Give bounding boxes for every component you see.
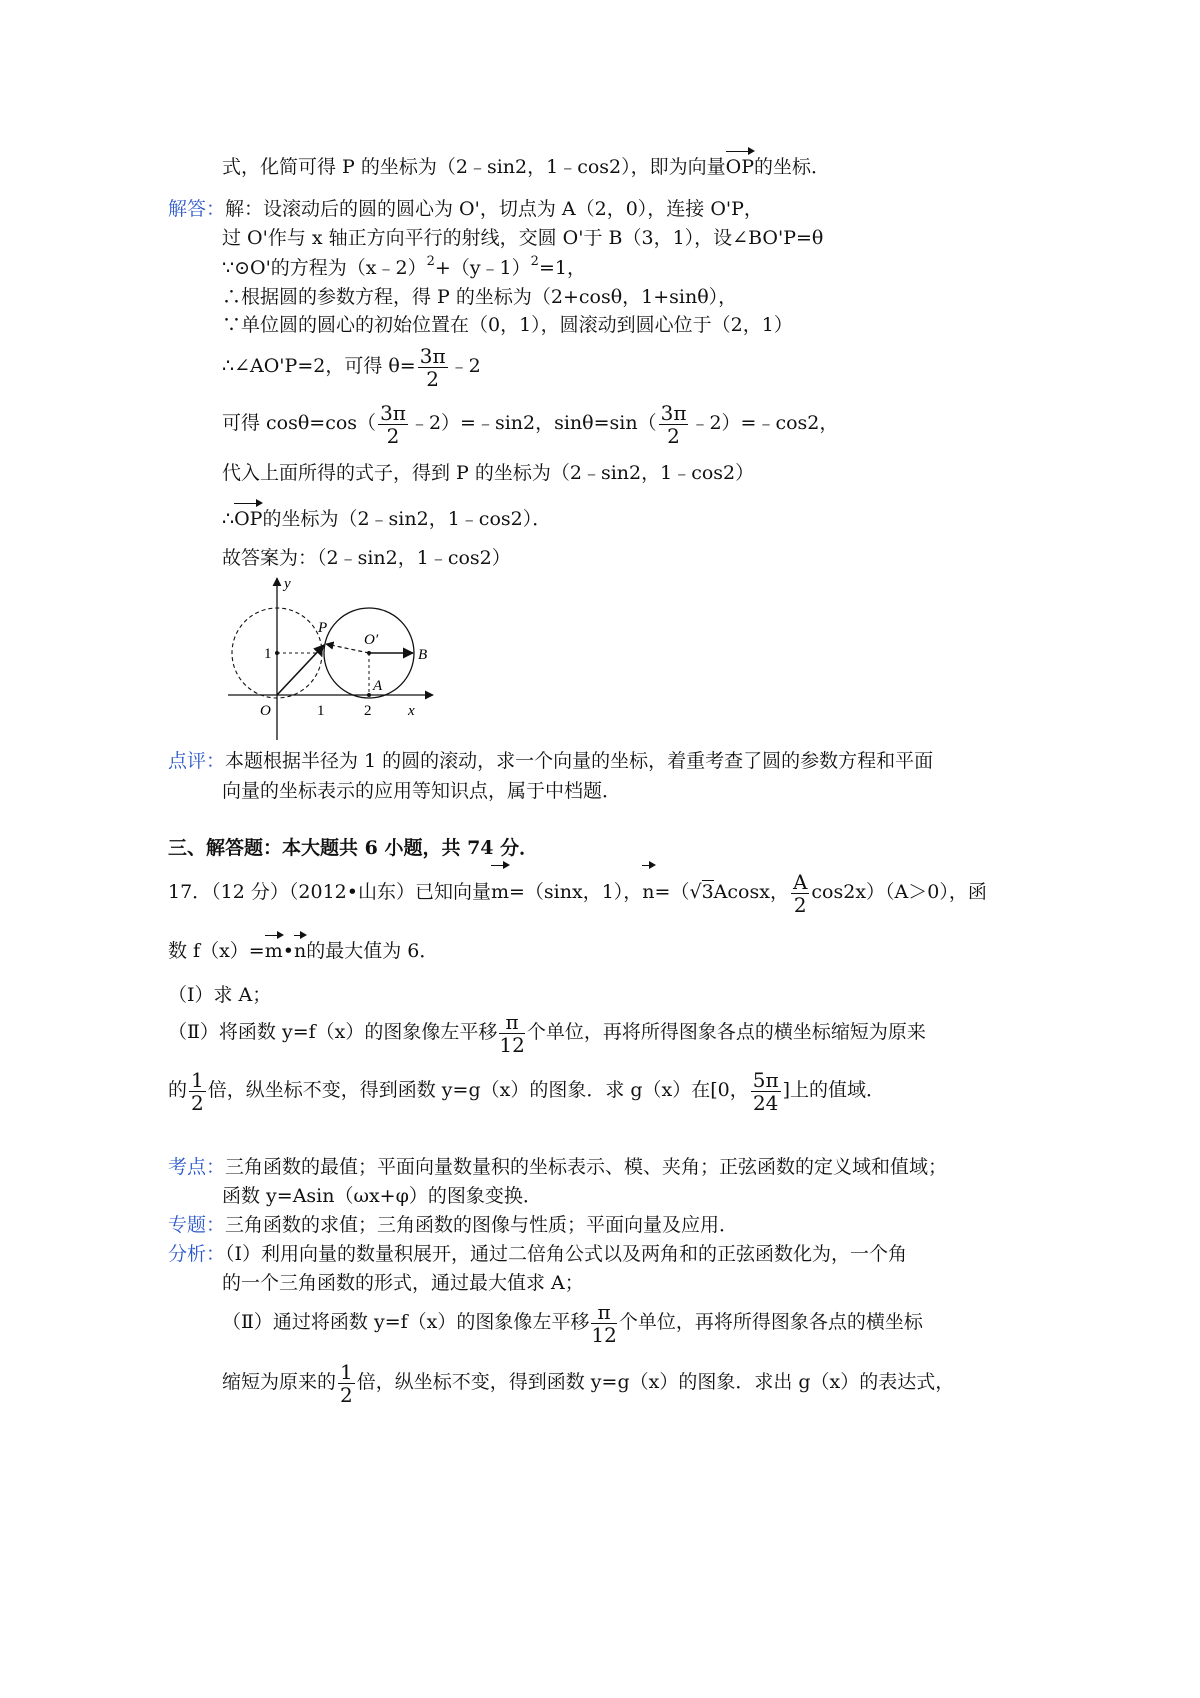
vector-n: n xyxy=(293,940,307,962)
solution-label: 解答： xyxy=(168,198,226,220)
kaodian-line-2: 函数 y=Asin（ωx+φ）的图象变换． xyxy=(222,1185,542,1207)
point-a-label: A xyxy=(373,678,383,694)
rolling-circle-figure xyxy=(228,574,448,744)
solution-line-9: ∴OP的坐标为（2﹣sin2，1﹣cos2）． xyxy=(222,508,552,530)
solution-line-4: ∴根据圆的参数方程，得 P 的坐标为（2+cosθ，1+sinθ）， xyxy=(222,286,738,308)
kaodian-line-1: 考点：三角函数的最值；平面向量数量积的坐标表示、模、夹角；正弦函数的定义域和值域； xyxy=(168,1156,948,1178)
solution-line-5: ∵单位圆的圆心的初始位置在（0，1），圆滚动到圆心位于（2，1） xyxy=(222,314,793,336)
fraction: $\frac{A}{2}$ xyxy=(792,869,808,917)
point-y1 xyxy=(275,651,279,655)
question-17-part-1: （Ⅰ）求 A； xyxy=(168,984,272,1006)
y-axis-label: y xyxy=(284,576,291,592)
fraction: $\frac{5\pi}{24}$ xyxy=(752,1067,779,1115)
tick-label-x1: 1 xyxy=(317,703,325,719)
fraction: $\frac{3\pi}{2}$ xyxy=(419,343,446,391)
fenxi-line-2: 的一个三角函数的形式，通过最大值求 A； xyxy=(222,1272,584,1294)
vector-op: OP xyxy=(234,508,263,530)
vector-m: m xyxy=(264,940,283,962)
section-heading: 三、解答题：本大题共 6 小题，共 74 分． xyxy=(168,837,539,859)
comment-line-1: 点评：本题根据半径为 1 的圆的滚动，求一个向量的坐标，着重考查了圆的参数方程和平面 xyxy=(168,750,934,772)
fenxi-line-1: 分析：（Ⅰ）利用向量的数量积展开，通过二倍角公式以及两角和的正弦函数化为，一个角 xyxy=(168,1243,908,1265)
sqrt-sign: √ xyxy=(689,881,702,903)
x-axis-label: x xyxy=(408,703,415,719)
solution-line-1: 解答：解：设滚动后的圆的圆心为 O'，切点为 A（2，0），连接 O'P， xyxy=(168,198,763,220)
zhuanti-line: 专题：三角函数的求值；三角函数的图像与性质；平面向量及应用． xyxy=(168,1214,739,1236)
kaodian-label: 考点： xyxy=(168,1156,226,1178)
zhuanti-label: 专题： xyxy=(168,1214,226,1236)
question-17-line-2: 数 f（x）=m•n的最大值为 6． xyxy=(168,940,439,962)
vector-o2p-arrow xyxy=(326,644,369,653)
analysis-line-end: 式，化简可得 P 的坐标为（2﹣sin2，1﹣cos2），即为向量OP的坐标． xyxy=(222,156,831,178)
fraction: $\frac{\pi}{12}$ xyxy=(499,1009,525,1057)
tick-label-y1: 1 xyxy=(264,646,272,662)
comment-label: 点评： xyxy=(168,750,226,772)
tick-label-x2: 2 xyxy=(364,703,372,719)
solution-line-7: 可得 cosθ=cos（ $\frac{3\pi}{2}$ ﹣2）=﹣sin2，sinθ=sin（ $\frac{3\pi}{2}$ ﹣2）=﹣cos2， xyxy=(222,400,839,448)
solution-line-2: 过 O'作与 x 轴正方向平行的射线，交圆 O'于 B（3，1），设∠BO'P=θ xyxy=(222,227,824,249)
question-17-part-2-cont: 的 $\frac{1}{2}$ 倍，纵坐标不变，得到函数 y=g（x）的图象．求 g（x）在[0， $\frac{5\pi}{24}$ ]上的值域． xyxy=(168,1067,886,1115)
fenxi-line-3: （Ⅱ）通过将函数 y=f（x）的图象像左平移 $\frac{\pi}{12}$ 个单位，再将所得图象各点的横坐标 xyxy=(222,1299,923,1347)
fenxi-line-4: 缩短为原来的 $\frac{1}{2}$ 倍，纵坐标不变，得到函数 y=g（x）的图象．求出 g（x）的表达式， xyxy=(222,1359,955,1407)
vector-n: n xyxy=(642,868,654,916)
question-17-part-2: （Ⅱ）将函数 y=f（x）的图象像左平移 $\frac{\pi}{12}$ 个单位，再将所得图象各点的横坐标缩短为原来 xyxy=(168,1009,926,1057)
vector-m: m xyxy=(491,868,509,916)
fraction: $\frac{3\pi}{2}$ xyxy=(380,400,406,448)
point-b-label: B xyxy=(418,647,428,663)
comment-line-2: 向量的坐标表示的应用等知识点，属于中档题． xyxy=(222,780,622,802)
vector-op: OP xyxy=(725,156,754,178)
question-17-line-1: 17．（12 分）（2012•山东）已知向量m=（sinx，1），n=（√3Acosx， $\frac{A}{2}$ cos2x）（A＞0），函 xyxy=(168,869,987,917)
answer-line: 故答案为：（2﹣sin2，1﹣cos2） xyxy=(222,547,511,569)
point-o2-label: O′ xyxy=(364,632,379,648)
point-p-label: P xyxy=(318,620,328,636)
fraction: $\frac{3\pi}{2}$ xyxy=(660,400,687,448)
point-a xyxy=(367,693,371,697)
solution-line-6: ∴∠AO'P=2，可得 θ= $\frac{3\pi}{2}$ ﹣2 xyxy=(222,343,481,391)
fraction: $\frac{\pi}{12}$ xyxy=(591,1299,617,1347)
solution-line-8: 代入上面所得的式子，得到 P 的坐标为（2﹣sin2，1﹣cos2） xyxy=(222,462,755,484)
solution-line-3: ∵⊙O'的方程为（x﹣2）$^2$+（y﹣1）$^2$=1， xyxy=(222,254,586,279)
fraction: $\frac{1}{2}$ xyxy=(191,1067,204,1115)
origin-label: O xyxy=(260,703,271,719)
fraction: $\frac{1}{2}$ xyxy=(340,1359,353,1407)
fenxi-label: 分析： xyxy=(168,1243,226,1265)
point-o2 xyxy=(367,651,371,655)
